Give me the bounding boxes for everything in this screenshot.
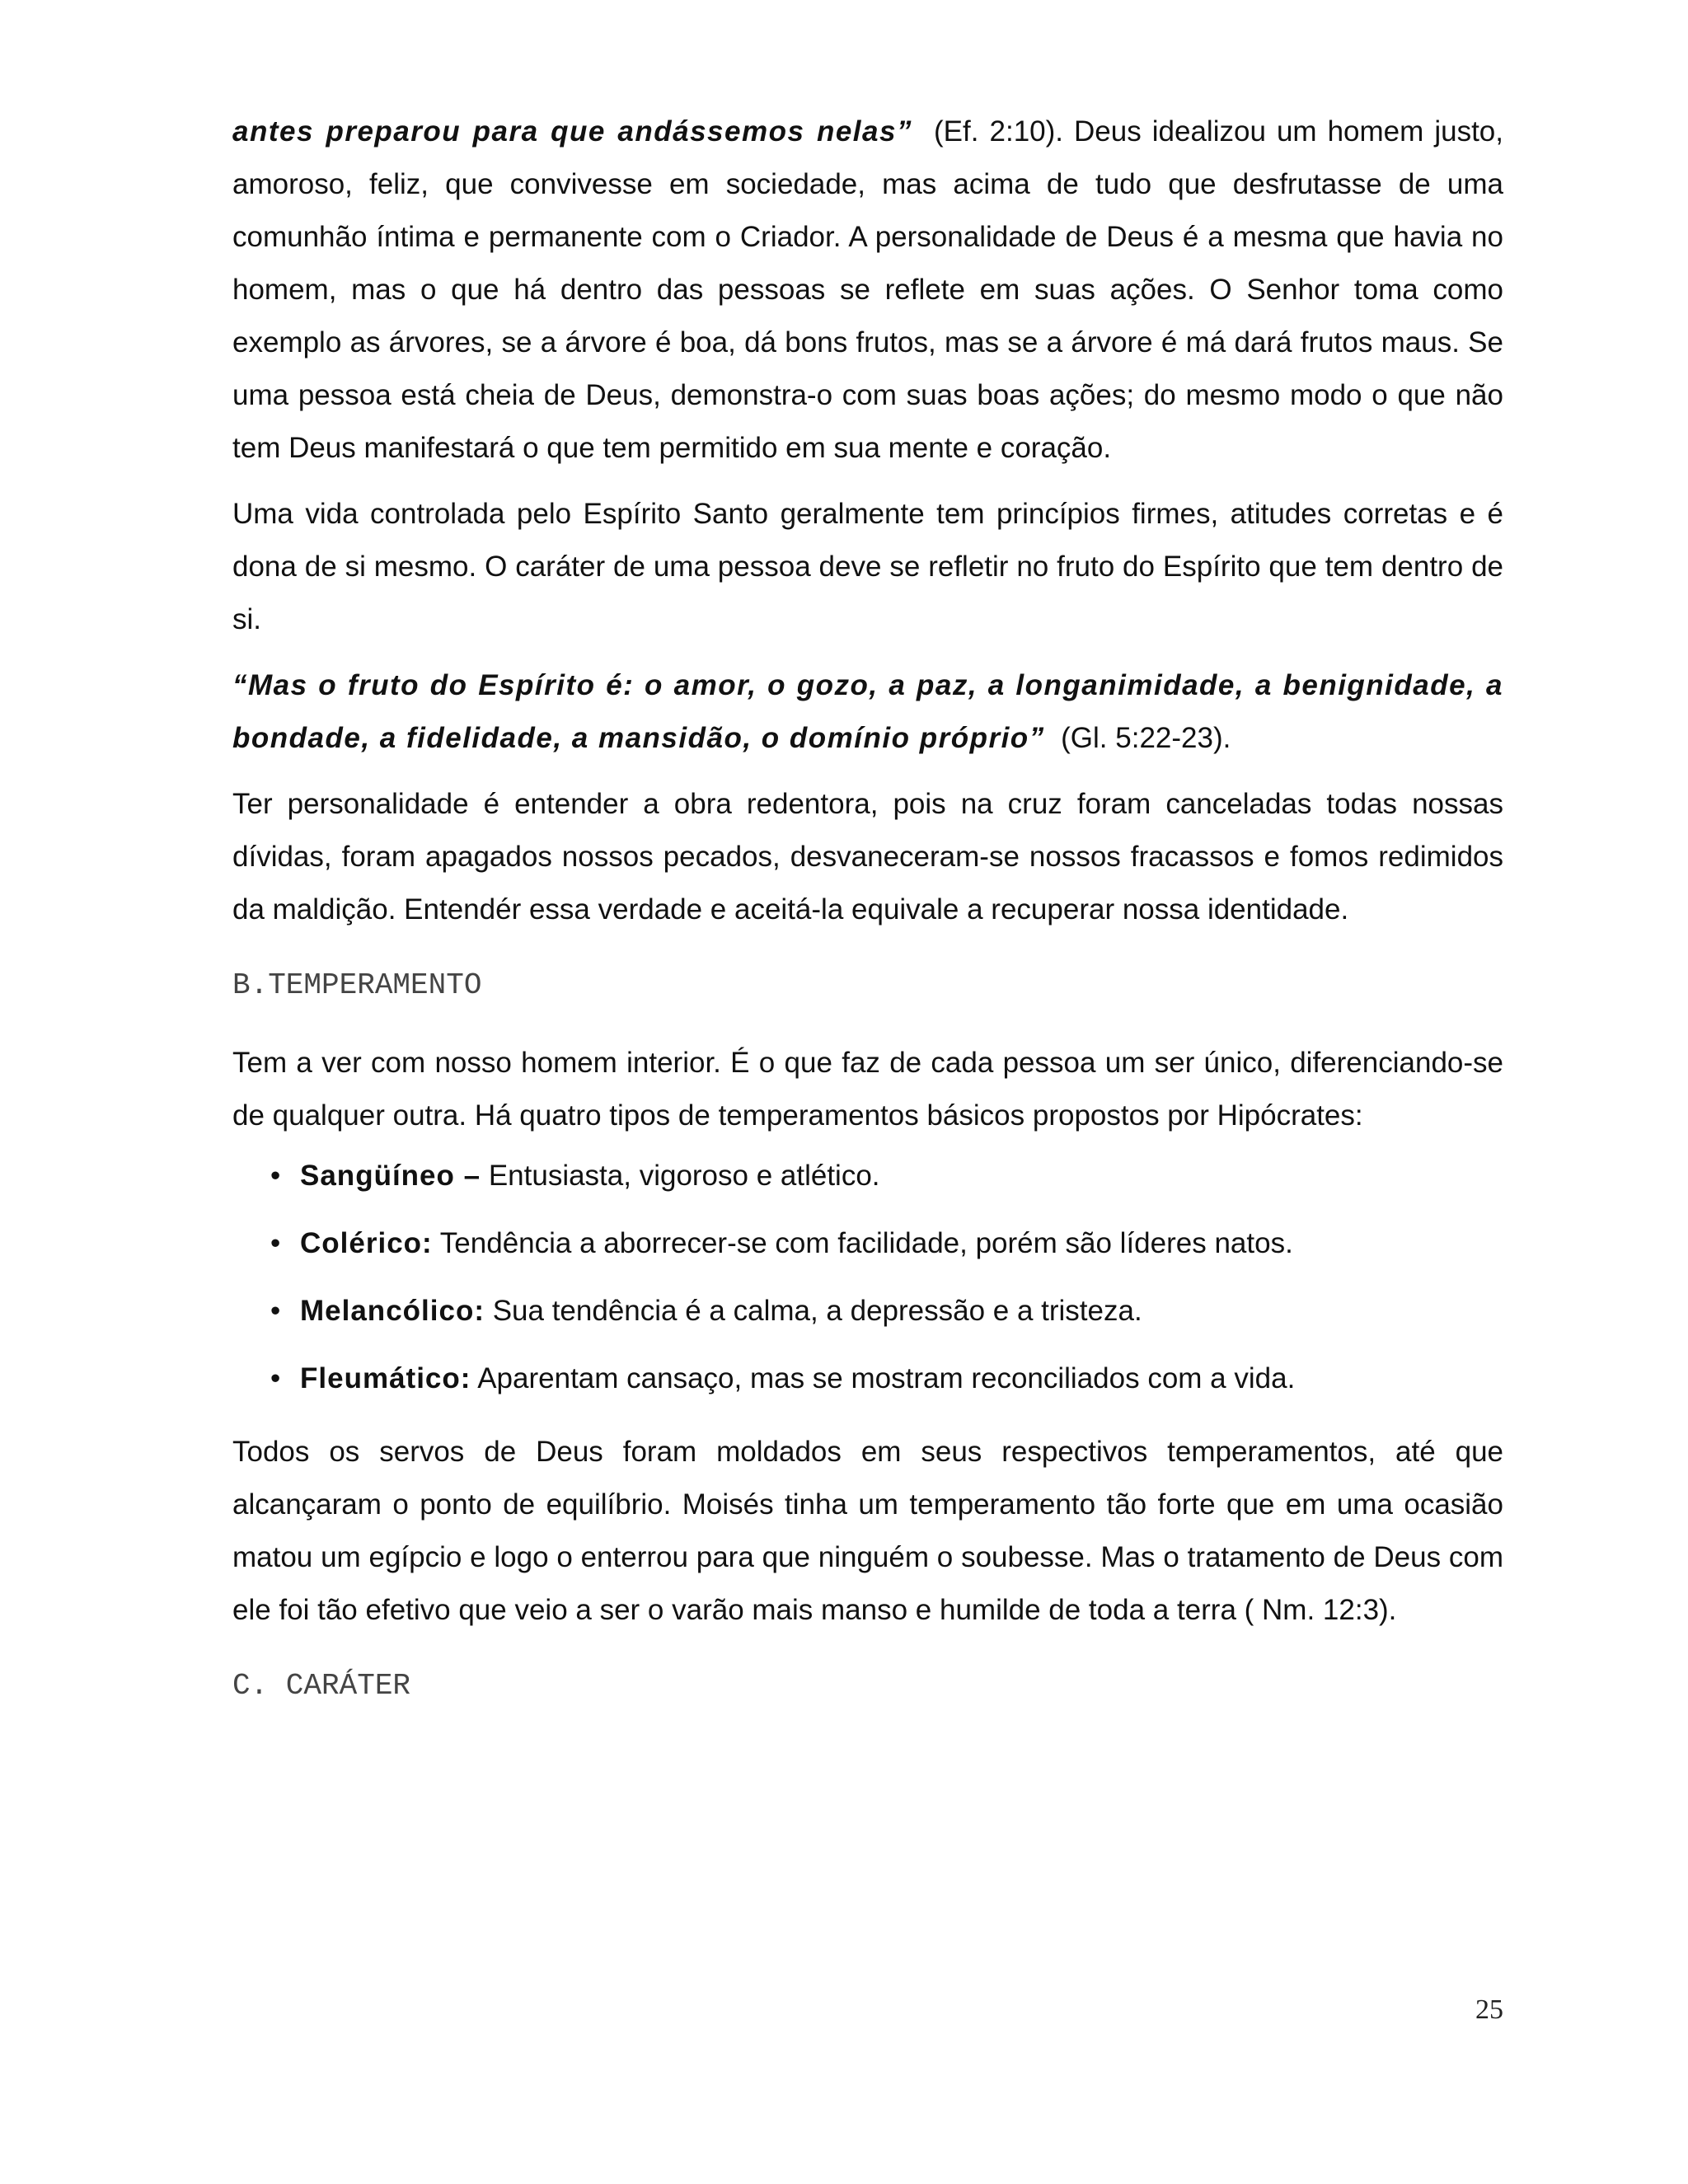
- bullet-icon: •: [270, 1160, 281, 1192]
- paragraph-creation-purpose: [232, 105, 1503, 475]
- paragraph-holy-spirit-life: Uma vida controlada pelo Espírito Santo geralmente tem princípios firmes, atitudes corretas e é dona de si mesmo. O caráter de uma pessoa deve se refletir no fruto do Espírito que tem dentro de si.: [232, 498, 1503, 635]
- temperament-description: Aparentam cansaço, mas se mostram reconciliados com a vida.: [471, 1362, 1296, 1394]
- paragraph-fruit-of-spirit: [232, 659, 1503, 765]
- temperament-term: Fleumático:: [300, 1362, 471, 1394]
- temperament-term: Colérico:: [300, 1227, 433, 1259]
- bullet-icon: •: [270, 1295, 281, 1327]
- paragraph-text: (Ef. 2:10). Deus idealizou um homem justo, amoroso, feliz, que convivesse em sociedade, mas acima de tudo que desfrutasse de uma comunhão íntima e permanente com o Criador. A personalidade de Deus é a mesma que havia no homem, mas o que há dentro das pessoas se reflete em suas ações. O Senhor toma como exemplo as árvores, se a árvore é boa, dá bons frutos, mas se a árvore é má dará frutos maus. Se uma pessoa está cheia de Deus, demonstra-o com suas boas ações; do mesmo modo o que não tem Deus manifestará o que tem permitido em sua mente e coração.: [232, 115, 1503, 464]
- document-page: [232, 105, 1503, 1737]
- bullet-icon: •: [270, 1227, 281, 1259]
- temperament-term: Sangüíneo –: [300, 1160, 481, 1192]
- list-item: [270, 1358, 1503, 1399]
- temperament-description: Sua tendência é a calma, a depressão e a tristeza.: [484, 1295, 1142, 1327]
- temperament-description: Tendência a aborrecer-se com facilidade, porém são líderes natos.: [432, 1227, 1293, 1259]
- bullet-icon: •: [270, 1362, 281, 1394]
- temperament-description: Entusiasta, vigoroso e atlético.: [481, 1160, 880, 1192]
- list-item: [270, 1223, 1503, 1264]
- scripture-reference: (Gl. 5:22-23).: [1044, 722, 1231, 754]
- paragraph-redemption: Ter personalidade é entender a obra redentora, pois na cruz foram canceladas todas nossas dívidas, foram apagados nossos pecados, desvaneceram-se nossos fracassos e fomos redimidos da maldição. Entendér essa verdade e aceitá-la equivale a recuperar nossa identidade.: [232, 788, 1503, 926]
- temperament-list: [232, 1155, 1503, 1399]
- section-heading-temperamento: B.TEMPERAMENTO: [232, 968, 482, 1002]
- page-number: 25: [1475, 1994, 1503, 2025]
- section-heading-carater: C. CARÁTER: [232, 1669, 411, 1703]
- list-item: [270, 1155, 1503, 1197]
- list-item: [270, 1291, 1503, 1332]
- paragraph-temperament-intro: Tem a ver com nosso homem interior. É o que faz de cada pessoa um ser único, diferenciando-se de qualquer outra. Há quatro tipos de temperamentos básicos propostos por Hipócrates:: [232, 1047, 1503, 1132]
- paragraph-moses-example: Todos os servos de Deus foram moldados em seus respectivos temperamentos, até que alcançaram o ponto de equilíbrio. Moisés tinha um temperamento tão forte que em uma ocasião matou um egípcio e logo o enterrou para que ninguém o soubesse. Mas o tratamento de Deus com ele foi tão efetivo que veio a ser o varão mais manso e humilde de toda a terra ( Nm. 12:3).: [232, 1436, 1503, 1626]
- scripture-quote-ephesians: antes preparou para que andássemos nelas”: [232, 115, 912, 148]
- temperament-term: Melancólico:: [300, 1295, 485, 1327]
- scripture-quote-galatians: “Mas o fruto do Espírito é: o amor, o gozo, a paz, a longanimidade, a benignidade, a bondade, a fidelidade, a mansidão, o domínio próprio”: [232, 669, 1503, 754]
